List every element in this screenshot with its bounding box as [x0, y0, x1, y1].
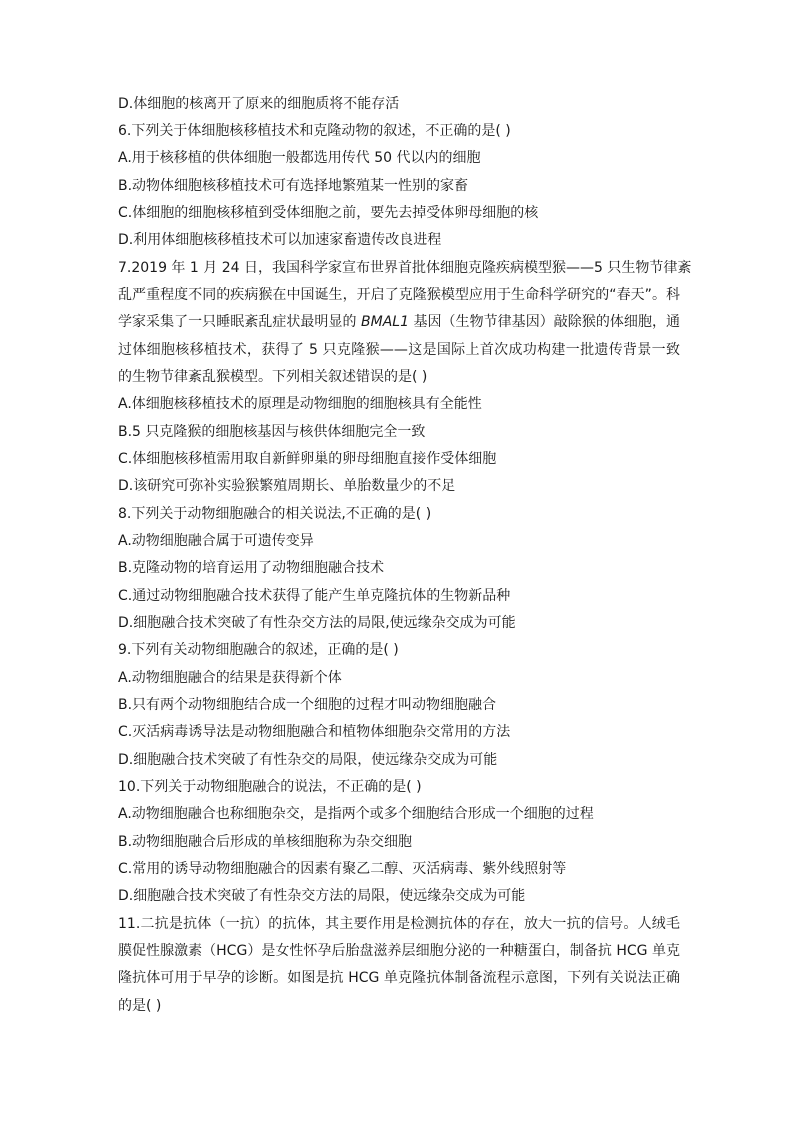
q7-stem-line-3b: 基因（生物节律基因）敲除猴的体细胞，通 — [413, 314, 681, 330]
q8-option-b: B.克隆动物的培育运用了动物细胞融合技术 — [118, 560, 385, 576]
q7-stem-line-2: 乱严重程度不同的疾病猴在中国诞生，开启了克隆猴模型应用于生命科学研究的“春天”。科 — [118, 287, 680, 303]
q11-stem-line-2: 膜促性腺激素（HCG）是女性怀孕后胎盘滋养层细胞分泌的一种糖蛋白，制备抗 HCG 单克 — [118, 943, 680, 959]
q9-option-d: D.细胞融合技术突破了有性杂交的局限，使远缘杂交成为可能 — [118, 752, 498, 768]
q7-stem-line-5: 的生物节律紊乱猴模型。下列相关叙述错误的是( ) — [118, 369, 428, 385]
q9-option-a: A.动物细胞融合的结果是获得新个体 — [118, 670, 342, 686]
q7-option-a: A.体细胞核移植技术的原理是动物细胞的细胞核具有全能性 — [118, 396, 482, 412]
gene-name: BMAL1 — [361, 314, 409, 330]
q8-stem: 8.下列关于动物细胞融合的相关说法,不正确的是( ) — [118, 506, 432, 522]
q6-option-c: C.体细胞的细胞核移植到受体细胞之前，要先去掉受体卵母细胞的核 — [118, 205, 539, 221]
q6-stem: 6.下列关于体细胞核移植技术和克隆动物的叙述，不正确的是( ) — [118, 123, 511, 139]
q9-option-c: C.灭活病毒诱导法是动物细胞融合和植物体细胞杂交常用的方法 — [118, 724, 511, 740]
q10-option-d: D.细胞融合技术突破了有性杂交方法的局限，使远缘杂交成为可能 — [118, 888, 526, 904]
q7-stem-line-4: 过体细胞核移植技术，获得了 5 只克隆猴——这是国际上首次成功构建一批遗传背景一致 — [118, 342, 680, 358]
q10-option-c: C.常用的诱导动物细胞融合的因素有聚乙二醇、灭活病毒、紫外线照射等 — [118, 861, 567, 877]
q7-option-c: C.体细胞核移植需用取自新鲜卵巢的卵母细胞直接作受体细胞 — [118, 451, 497, 467]
q8-option-d: D.细胞融合技术突破了有性杂交方法的局限,使远缘杂交成为可能 — [118, 615, 516, 631]
q7-stem-line-1: 7.2019 年 1 月 24 日，我国科学家宣布世界首批体细胞克隆疾病模型猴——5 只生物节律紊 — [118, 260, 692, 276]
q10-option-a: A.动物细胞融合也称细胞杂交，是指两个或多个细胞结合形成一个细胞的过程 — [118, 806, 594, 822]
q11-stem-line-4: 的是( ) — [118, 998, 162, 1014]
q11-stem-line-1: 11.二抗是抗体（一抗）的抗体，其主要作用是检测抗体的存在，放大一抗的信号。人绒毛 — [118, 916, 680, 932]
q7-option-b: B.5 只克隆猴的细胞核基因与核供体细胞完全一致 — [118, 424, 426, 440]
q10-stem: 10.下列关于动物细胞融合的说法，不正确的是( ) — [118, 779, 422, 795]
q8-option-c: C.通过动物细胞融合技术获得了能产生单克隆抗体的生物新品种 — [118, 588, 511, 604]
q7-stem-line-3 — [118, 312, 680, 332]
q6-option-b: B.动物体细胞核移植技术可有选择地繁殖某一性别的家畜 — [118, 178, 469, 194]
q9-option-b: B.只有两个动物细胞结合成一个细胞的过程才叫动物细胞融合 — [118, 697, 497, 713]
q8-option-a: A.动物细胞融合属于可遗传变异 — [118, 533, 314, 549]
q7-option-d: D.该研究可弥补实验猴繁殖周期长、单胎数量少的不足 — [118, 478, 456, 494]
q6-option-a: A.用于核移植的供体细胞一般都选用传代 50 代以内的细胞 — [118, 150, 481, 166]
q10-option-b: B.动物细胞融合后形成的单核细胞称为杂交细胞 — [118, 834, 413, 850]
q5-option-d: D.体细胞的核离开了原来的细胞质将不能存活 — [118, 96, 400, 112]
q6-option-d: D.利用体细胞核移植技术可以加速家畜遗传改良进程 — [118, 232, 442, 248]
q9-stem: 9.下列有关动物细胞融合的叙述，正确的是( ) — [118, 642, 399, 658]
q11-stem-line-3: 隆抗体可用于早孕的诊断。如图是抗 HCG 单克隆抗体制备流程示意图，下列有关说法正确 — [118, 970, 680, 986]
q7-stem-line-3a: 学家采集了一只睡眠紊乱症状最明显的 — [118, 314, 357, 330]
